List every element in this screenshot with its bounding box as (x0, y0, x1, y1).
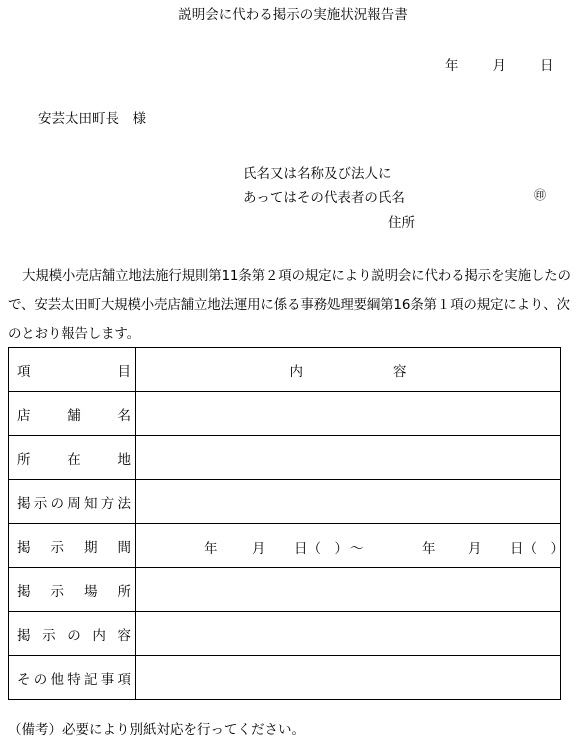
table-row (9, 612, 561, 656)
location-value[interactable] (136, 436, 561, 480)
table-row (9, 392, 561, 436)
applicant-name-label-line1: 氏名又は名称及び法人に (243, 166, 392, 182)
row-label-location: 所在地 (17, 451, 131, 468)
header-content-label: 内容 (289, 363, 497, 380)
applicant-name-label-line2: あってはその代表者の氏名 (243, 190, 405, 206)
period-end-month: 月 (468, 541, 482, 557)
row-label-cell (9, 612, 136, 656)
period-end-year: 年 (422, 541, 436, 557)
period-end-day: 日（ ） (510, 541, 564, 557)
row-label-cell (9, 524, 136, 568)
period-tilde: ～ (350, 541, 364, 557)
date-month-label: 月 (492, 58, 506, 74)
report-date (445, 54, 554, 74)
table-row (9, 524, 561, 568)
period-start-day: 日（ ） (294, 541, 348, 557)
row-label-cell (9, 436, 136, 480)
table-header-row (9, 348, 561, 392)
period-value[interactable] (136, 524, 564, 568)
report-body-text: 大規模小売店舗立地法施行規則第11条第２項の規定により説明会に代わる掲示を実施したので、安芸太田町大規模小売店舗立地法運用に係る事務処理要綱第16条第１項の規定により、次のとおり報告します。 (8, 268, 571, 342)
row-label-cell (9, 656, 136, 700)
header-label: 項目 (17, 363, 131, 380)
date-day-label: 日 (540, 58, 554, 74)
seal-mark: ㊞ (534, 188, 547, 202)
period-start-year: 年 (204, 541, 218, 557)
store-name-value[interactable] (136, 392, 561, 436)
notice-method-value[interactable] (136, 480, 561, 524)
row-label-period: 掲示期間 (17, 539, 131, 556)
document-title: 説明会に代わる掲示の実施状況報告書 (178, 7, 408, 23)
row-label-cell (9, 480, 136, 524)
row-label-notice-content: 掲示の内容 (17, 627, 131, 644)
row-label-store-name: 店舗名 (17, 407, 131, 424)
remarks-note: （備考）必要により別紙対応を行ってください。 (8, 722, 305, 738)
table-row (9, 568, 561, 612)
applicant-address-label: 住所 (388, 215, 415, 231)
report-table (8, 347, 564, 700)
row-label-other-notes: その他特記事項 (17, 671, 131, 688)
row-label-cell (9, 392, 136, 436)
other-notes-value[interactable] (136, 656, 561, 700)
table-row (9, 480, 561, 524)
notice-content-value[interactable] (136, 612, 561, 656)
addressee: 安芸太田町長 様 (38, 111, 146, 127)
row-label-cell (9, 568, 136, 612)
table-row (9, 436, 561, 480)
row-label-notice-method: 掲示の周知方法 (17, 495, 131, 512)
period-start-month: 月 (252, 541, 266, 557)
header-label-cell (9, 348, 136, 392)
date-year-label: 年 (445, 58, 459, 74)
header-content-cell (136, 348, 561, 392)
notice-place-value[interactable] (136, 568, 561, 612)
table-row (9, 656, 561, 700)
row-label-notice-place: 掲示場所 (17, 583, 131, 600)
